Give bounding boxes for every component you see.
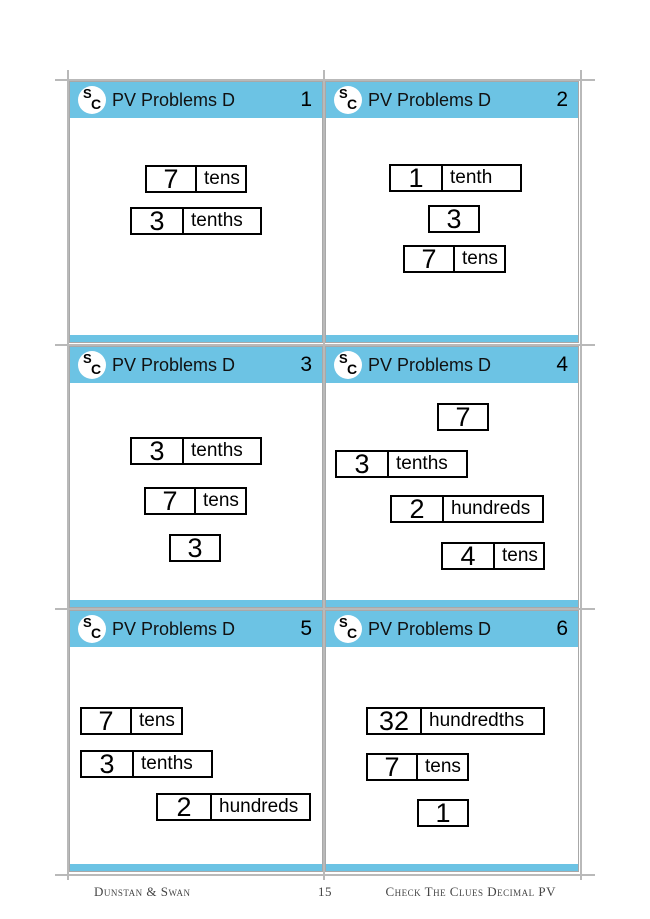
card-number: 6 [556,617,568,640]
clue-box [403,245,506,273]
card-number: 5 [300,617,312,640]
clue-digit: 7 [163,164,179,194]
card-1 [69,81,323,343]
clue-digit: 4 [460,541,476,571]
clue-box [389,164,522,192]
card-footer-bar [326,864,578,871]
clue-box [366,707,545,735]
card-title: PV Problems D [368,90,492,110]
clue-digit: 3 [446,204,462,234]
sc-logo-icon: S C [334,351,362,379]
clue-box [144,487,247,515]
clue-box [441,542,545,570]
card-footer-bar [70,864,322,871]
clue-digit: 3 [149,206,165,236]
clue-unit: hundreds [442,497,542,521]
clue-box [428,205,480,233]
clue-unit: tenths [387,452,466,476]
clue-unit: tens [194,489,245,513]
card-title: PV Problems D [112,355,236,375]
clue-unit: tens [416,755,467,779]
card-6 [325,610,579,872]
sc-logo-icon: S C [78,86,106,114]
sc-logo-icon: S C [334,86,362,114]
card-2 [325,81,579,343]
card-5 [69,610,323,872]
clue-box [169,534,221,562]
clue-unit: tens [195,167,245,191]
card-number: 2 [556,88,568,111]
clue-box [437,403,489,431]
card-footer-bar [70,335,322,342]
card-footer-bar [326,600,578,607]
clue-box [366,753,469,781]
clue-unit: hundredths [420,709,543,733]
clue-unit: tenth [441,166,520,190]
cut-line-bottom [55,874,595,876]
footer-booklet-title: Check The Clues Decimal PV [385,884,556,899]
clue-digit: 3 [149,436,165,466]
clue-box [335,450,468,478]
clue-unit: hundreds [210,795,309,819]
clue-box [80,750,213,778]
clue-digit: 3 [187,533,203,563]
card-title: PV Problems D [368,355,492,375]
sc-logo-icon: S C [78,351,106,379]
clue-unit: tenths [182,209,260,233]
clue-box [390,495,544,523]
footer-page-number: 15 [318,884,332,899]
clue-digit: 3 [354,449,370,479]
card-header [326,347,578,383]
clue-box [145,165,247,193]
clue-unit: tens [130,709,181,733]
card-3 [69,346,323,608]
card-header [326,611,578,647]
sc-logo-icon: S C [78,615,106,643]
card-number: 1 [300,88,312,111]
card-4 [325,346,579,608]
card-header [70,347,322,383]
clue-unit: tenths [182,439,260,463]
clue-digit: 7 [455,402,471,432]
card-footer-bar [326,335,578,342]
clue-box [80,707,183,735]
clue-digit: 1 [435,798,451,828]
card-number: 3 [300,353,312,376]
clue-box [130,207,262,235]
card-header [70,611,322,647]
clue-digit: 32 [378,706,410,736]
card-header [326,82,578,118]
card-header [70,82,322,118]
cut-line-right [580,70,582,880]
clue-unit: tens [453,247,504,271]
card-title: PV Problems D [112,90,236,110]
clue-digit: 7 [98,706,114,736]
card-footer-bar [70,600,322,607]
clue-digit: 7 [421,244,437,274]
clue-digit: 2 [409,494,425,524]
card-title: PV Problems D [112,619,236,639]
clue-digit: 7 [384,752,400,782]
clue-unit: tenths [132,752,211,776]
sc-logo-icon: S C [334,615,362,643]
clue-box [417,799,469,827]
clue-digit: 1 [408,163,424,193]
clue-box [130,437,262,465]
card-title: PV Problems D [368,619,492,639]
clue-unit: tens [493,544,543,568]
clue-box [156,793,311,821]
clue-digit: 3 [99,749,115,779]
footer-author: Dunstan & Swan [94,884,191,899]
clue-digit: 2 [176,792,192,822]
clue-digit: 7 [162,486,178,516]
card-number: 4 [556,353,568,376]
